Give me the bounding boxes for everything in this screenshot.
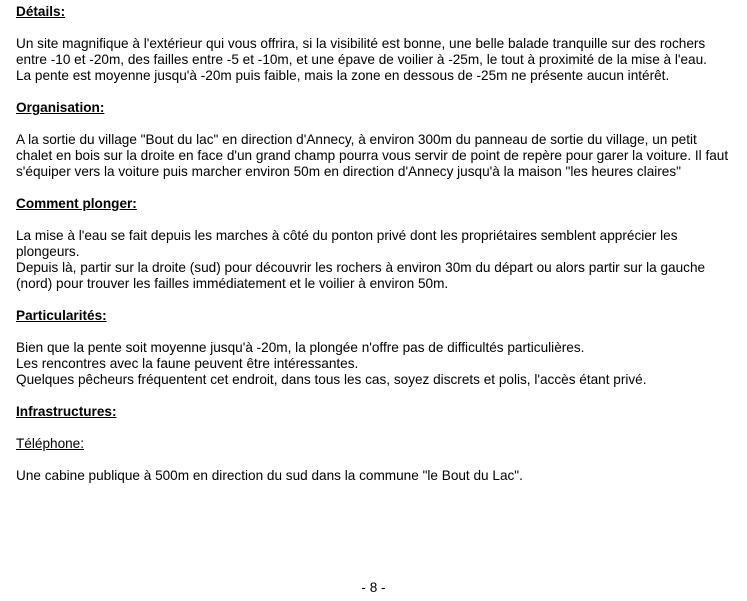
comment-plonger-paragraph-2: Depuis là, partir sur la droite (sud) pour découvrir les rochers à environ 30m du départ ou alors partir sur la gauche (nord) pour trouver les failles immédiatement et le voilier à environ 50m. [16, 260, 706, 291]
comment-plonger-heading: Comment plonger: [16, 196, 137, 211]
page-number: - 8 - [361, 580, 386, 595]
details-paragraph-1: Un site magnifique à l'extérieur qui vous offrira, si la visibilité est bonne, une belle balade tranquille sur des rochers entre -10 et -20m, des failles entre -5 et -10m, et une épave de voilier à -25m, le tout à proximité de la mise à l'eau. [16, 36, 707, 67]
telephone-subheading: Téléphone: [16, 436, 85, 451]
particularites-paragraph-2: Les rencontres avec la faune peuvent être intéressantes. [16, 356, 359, 371]
infrastructures-paragraph-1: Une cabine publique à 500m en direction du sud dans la commune "le Bout du Lac". [16, 468, 523, 483]
particularites-paragraph-3: Quelques pêcheurs fréquentent cet endroit, dans tous les cas, soyez discrets et polis, l'accès étant privé. [16, 372, 647, 387]
document-page [16, 4, 731, 484]
comment-plonger-paragraph-1: La mise à l'eau se fait depuis les marches à côté du ponton privé dont les propriétaires semblent apprécier les plongeurs. [16, 228, 678, 259]
particularites-heading: Particularités: [16, 308, 107, 323]
organisation-heading: Organisation: [16, 100, 105, 115]
details-paragraph-2: La pente est moyenne jusqu'à -20m puis faible, mais la zone en dessous de -25m ne présente aucun intérêt. [16, 68, 670, 83]
organisation-paragraph-1: A la sortie du village "Bout du lac" en direction d'Annecy, à environ 300m du panneau de sortie du village, un petit chalet en bois sur la droite en face d'un grand champ pourra vous servir de point de repère pour garer la voiture. Il faut s'équiper vers la voiture puis marcher environ 50m en direction d'Annecy jusqu'à la maison "les heures claires" [16, 132, 729, 179]
infrastructures-heading: Infrastructures: [16, 404, 117, 419]
details-heading: Détails: [16, 4, 66, 19]
particularites-paragraph-1: Bien que la pente soit moyenne jusqu'à -20m, la plongée n'offre pas de difficultés particulières. [16, 340, 585, 355]
